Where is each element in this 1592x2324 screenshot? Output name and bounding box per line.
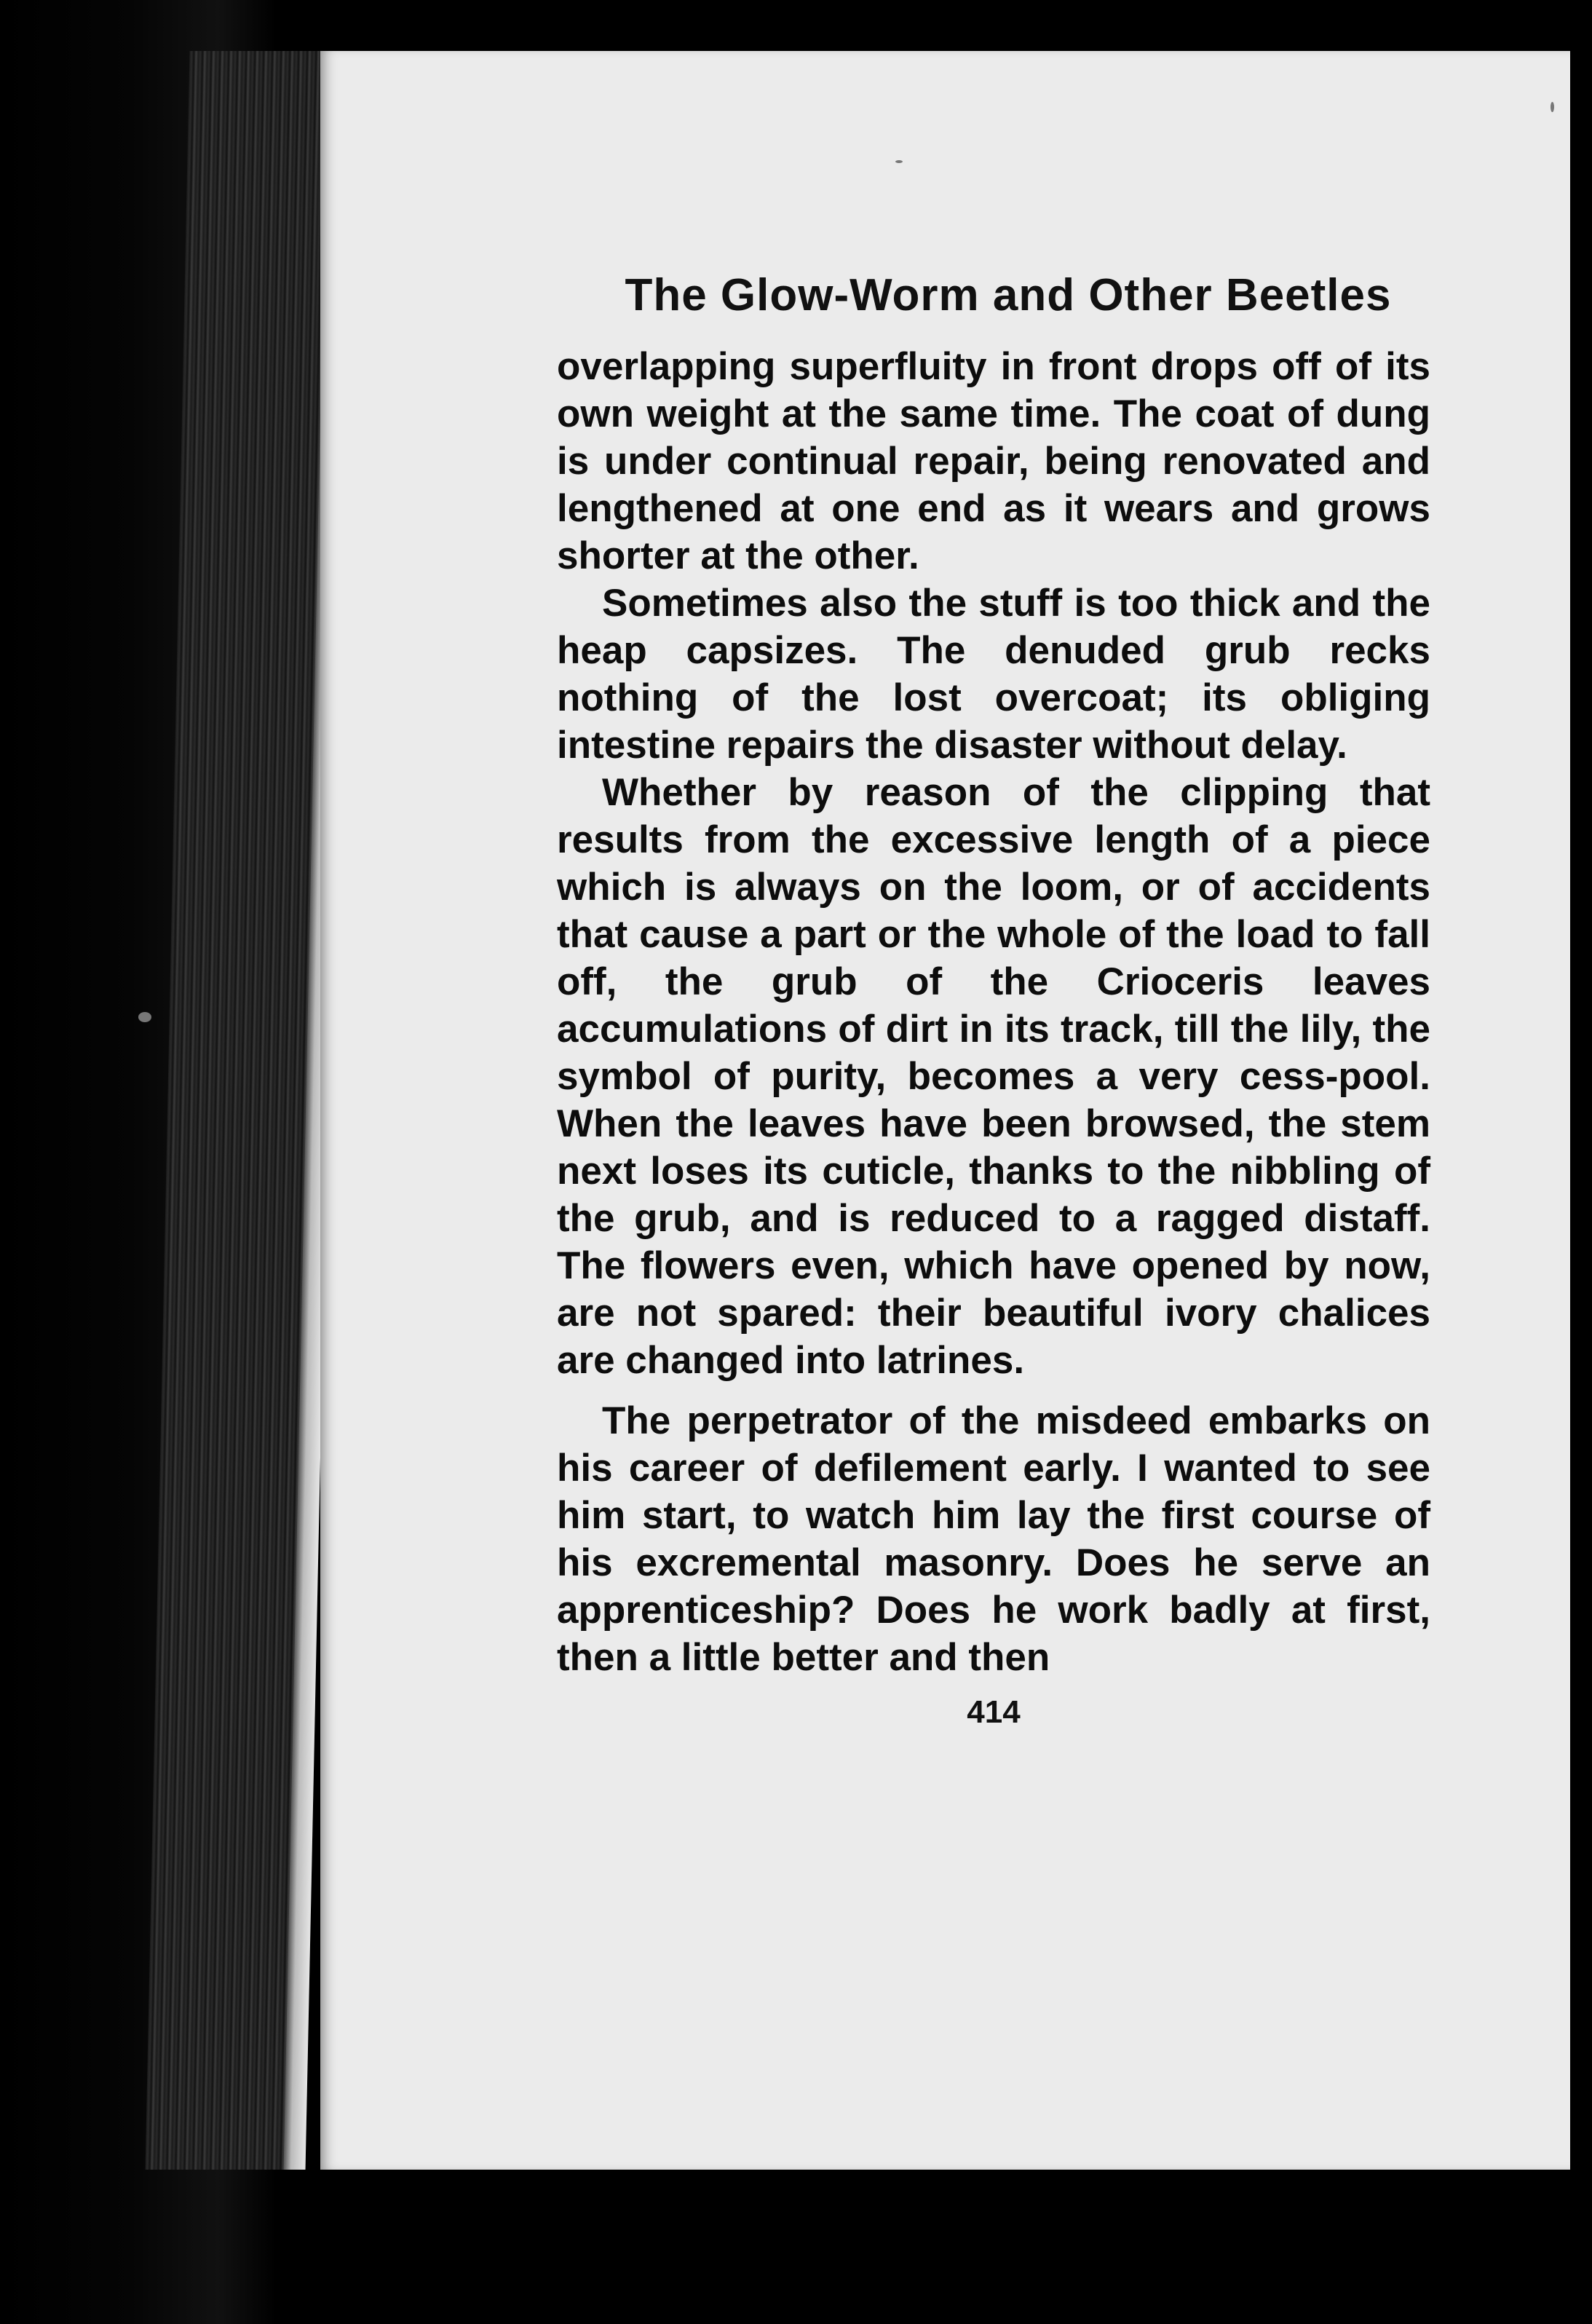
- scan-speck: [895, 160, 903, 163]
- paragraph-4: The perpetrator of the misdeed embarks on his career of defilement early. I wanted to see him start, to watch him lay the first course of his excremental masonry. Does he serve an apprenticeship? Does he work badly at first, then a little better and then: [557, 1399, 1430, 1679]
- page-content: [557, 269, 1430, 1731]
- paragraph-2: Sometimes also the stuff is too thick and the heap capsizes. The denuded grub recks nothing of the lost overcoat; its obliging intestine repairs the disaster without delay.: [557, 582, 1430, 767]
- scan-right-edge: [1570, 0, 1592, 2324]
- scan-speck: [1551, 102, 1554, 112]
- scan-speck: [138, 1012, 151, 1022]
- body-text: [557, 343, 1430, 1681]
- book-page: [320, 51, 1592, 2170]
- page-number: 414: [967, 1694, 1021, 1730]
- paragraph-3: Whether by reason of the clipping that results from the excessive length of a piece which is always on the loom, or of accidents that cause a part or the whole of the load to fall off, the grub of the Crioceris leaves accumulations of dirt in its track, till the lily, the symbol of purity, becomes a very cess-pool. When the leaves have been browsed, the stem next loses its cuticle, thanks to the nibbling of the grub, and is reduced to a ragged distaff. The flowers even, which have opened by now, are not spared: their beautiful ivory chalices are changed into latrines.: [557, 771, 1430, 1382]
- paragraph-1: overlapping superfluity in front drops off of its own weight at the same time. The coat of dung is under continual repair, being renovated and lengthened at one end as it wears and grows shorter at the other.: [557, 345, 1430, 577]
- running-head: The Glow-Worm and Other Beetles: [625, 270, 1392, 320]
